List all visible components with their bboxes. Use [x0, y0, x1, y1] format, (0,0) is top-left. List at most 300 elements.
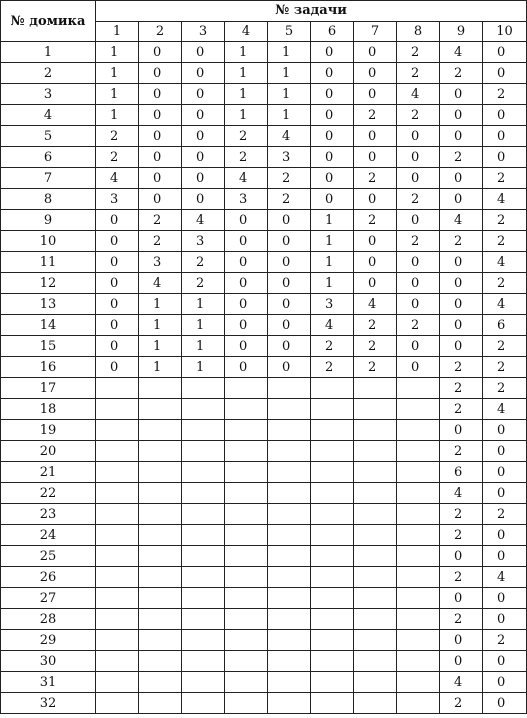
score-cell — [96, 672, 139, 693]
score-cell: 0 — [311, 126, 354, 147]
score-cell — [225, 399, 268, 420]
score-cell: 0 — [96, 231, 139, 252]
score-cell — [96, 462, 139, 483]
score-cell: 0 — [483, 462, 527, 483]
score-cell: 0 — [483, 546, 527, 567]
score-cell: 2 — [268, 168, 311, 189]
score-cell: 0 — [440, 588, 483, 609]
house-number-cell: 23 — [1, 504, 96, 525]
score-cell — [397, 483, 440, 504]
score-cell — [182, 504, 225, 525]
score-cell: 0 — [225, 357, 268, 378]
task-number-cell: 5 — [268, 21, 311, 42]
score-cell: 0 — [311, 168, 354, 189]
table-row — [1, 420, 527, 441]
score-cell — [397, 588, 440, 609]
score-cell — [268, 378, 311, 399]
score-cell: 4 — [268, 126, 311, 147]
score-cell — [268, 609, 311, 630]
score-cell: 3 — [96, 189, 139, 210]
score-cell: 0 — [96, 252, 139, 273]
score-cell — [139, 630, 182, 651]
score-cell — [311, 609, 354, 630]
score-cell: 0 — [483, 693, 527, 714]
score-cell: 1 — [182, 315, 225, 336]
score-cell: 0 — [440, 315, 483, 336]
score-cell: 0 — [397, 168, 440, 189]
task-number-cell: 6 — [311, 21, 354, 42]
score-cell — [225, 378, 268, 399]
score-cell: 2 — [354, 357, 397, 378]
table-row — [1, 336, 527, 357]
score-cell: 0 — [440, 168, 483, 189]
score-cell: 2 — [483, 273, 527, 294]
score-cell: 2 — [311, 357, 354, 378]
score-cell: 0 — [225, 210, 268, 231]
score-cell: 2 — [440, 378, 483, 399]
score-cell: 2 — [440, 693, 483, 714]
score-cell — [139, 399, 182, 420]
score-cell — [225, 504, 268, 525]
score-cell: 0 — [182, 147, 225, 168]
score-cell: 0 — [182, 168, 225, 189]
score-cell: 0 — [139, 168, 182, 189]
score-cell: 0 — [311, 42, 354, 63]
score-cell — [268, 546, 311, 567]
score-cell — [354, 525, 397, 546]
score-cell — [311, 693, 354, 714]
score-cell — [354, 630, 397, 651]
score-cell: 2 — [354, 168, 397, 189]
score-cell: 2 — [397, 105, 440, 126]
score-cell: 3 — [182, 231, 225, 252]
table-row — [1, 651, 527, 672]
score-cell — [96, 630, 139, 651]
score-cell — [268, 441, 311, 462]
score-cell — [182, 567, 225, 588]
house-number-cell: 1 — [1, 42, 96, 63]
task-number-cell: 7 — [354, 21, 397, 42]
score-cell: 0 — [225, 231, 268, 252]
score-cell: 0 — [483, 483, 527, 504]
score-cell — [139, 462, 182, 483]
score-cell: 0 — [311, 84, 354, 105]
score-cell — [225, 630, 268, 651]
score-cell: 0 — [268, 252, 311, 273]
score-cell — [96, 420, 139, 441]
score-cell — [96, 693, 139, 714]
score-cell: 0 — [397, 147, 440, 168]
score-cell: 0 — [483, 588, 527, 609]
score-cell: 0 — [182, 84, 225, 105]
score-cell: 2 — [139, 231, 182, 252]
score-cell: 4 — [483, 567, 527, 588]
score-cell — [182, 630, 225, 651]
score-cell — [354, 504, 397, 525]
house-number-cell: 29 — [1, 630, 96, 651]
score-cell — [397, 567, 440, 588]
task-number-cell: 4 — [225, 21, 268, 42]
score-cell: 2 — [440, 441, 483, 462]
score-cell: 2 — [397, 315, 440, 336]
score-cell: 1 — [139, 357, 182, 378]
score-cell: 2 — [483, 84, 527, 105]
score-cell: 0 — [139, 105, 182, 126]
score-cell: 1 — [96, 84, 139, 105]
score-cell — [397, 504, 440, 525]
score-cell: 0 — [440, 126, 483, 147]
score-cell — [96, 483, 139, 504]
score-cell — [96, 609, 139, 630]
score-cell: 0 — [354, 252, 397, 273]
score-cell — [139, 483, 182, 504]
score-cell: 0 — [225, 315, 268, 336]
header-row-top — [1, 1, 527, 22]
score-cell: 0 — [182, 63, 225, 84]
table-row — [1, 399, 527, 420]
score-cell — [311, 378, 354, 399]
score-cell: 2 — [354, 210, 397, 231]
score-cell: 0 — [354, 231, 397, 252]
score-cell: 0 — [483, 105, 527, 126]
score-cell: 0 — [440, 84, 483, 105]
table-row — [1, 105, 527, 126]
score-cell — [139, 693, 182, 714]
score-cell — [225, 546, 268, 567]
score-cell: 0 — [225, 252, 268, 273]
house-number-cell: 27 — [1, 588, 96, 609]
score-cell: 0 — [139, 84, 182, 105]
score-cell — [182, 672, 225, 693]
score-cell — [182, 420, 225, 441]
score-cell — [311, 504, 354, 525]
house-number-cell: 4 — [1, 105, 96, 126]
score-cell — [96, 588, 139, 609]
score-cell: 0 — [397, 294, 440, 315]
score-cell: 2 — [311, 336, 354, 357]
score-cell: 2 — [483, 357, 527, 378]
house-number-cell: 12 — [1, 273, 96, 294]
score-cell: 0 — [483, 147, 527, 168]
score-cell: 2 — [96, 126, 139, 147]
score-cell: 0 — [440, 336, 483, 357]
score-cell — [225, 567, 268, 588]
score-cell: 3 — [139, 252, 182, 273]
score-cell — [225, 651, 268, 672]
score-cell — [397, 693, 440, 714]
score-cell: 2 — [440, 567, 483, 588]
score-cell — [354, 609, 397, 630]
score-cell — [354, 441, 397, 462]
table-header — [1, 1, 527, 42]
table-row — [1, 315, 527, 336]
table-body — [1, 42, 527, 714]
score-cell: 2 — [268, 189, 311, 210]
house-number-cell: 22 — [1, 483, 96, 504]
score-cell — [225, 462, 268, 483]
score-cell — [397, 525, 440, 546]
score-cell: 4 — [311, 315, 354, 336]
score-cell — [96, 651, 139, 672]
score-cell — [268, 567, 311, 588]
score-cell: 0 — [311, 63, 354, 84]
table-row — [1, 588, 527, 609]
score-cell — [225, 483, 268, 504]
task-number-cell: 9 — [440, 21, 483, 42]
table-row — [1, 672, 527, 693]
score-cell — [182, 651, 225, 672]
score-cell: 0 — [440, 252, 483, 273]
score-cell: 2 — [182, 273, 225, 294]
score-cell — [225, 693, 268, 714]
score-cell: 0 — [397, 252, 440, 273]
score-cell: 0 — [182, 189, 225, 210]
score-cell — [225, 525, 268, 546]
task-number-cell: 2 — [139, 21, 182, 42]
score-cell: 2 — [440, 63, 483, 84]
score-cell: 4 — [483, 294, 527, 315]
score-cell — [311, 567, 354, 588]
score-cell: 2 — [483, 210, 527, 231]
house-number-cell: 26 — [1, 567, 96, 588]
score-cell: 1 — [139, 315, 182, 336]
house-number-cell: 16 — [1, 357, 96, 378]
score-cell — [311, 672, 354, 693]
score-cell: 0 — [440, 630, 483, 651]
score-cell: 1 — [311, 273, 354, 294]
score-cell — [139, 672, 182, 693]
score-cell — [96, 399, 139, 420]
score-cell: 2 — [182, 252, 225, 273]
house-number-cell: 13 — [1, 294, 96, 315]
score-cell — [182, 609, 225, 630]
score-cell — [354, 693, 397, 714]
table-row — [1, 84, 527, 105]
score-cell — [397, 420, 440, 441]
score-cell — [397, 672, 440, 693]
score-cell: 1 — [311, 231, 354, 252]
score-cell: 0 — [354, 189, 397, 210]
score-cell — [397, 462, 440, 483]
score-cell: 0 — [483, 42, 527, 63]
score-cell: 2 — [440, 357, 483, 378]
score-cell — [139, 441, 182, 462]
task-number-header: № задачи — [96, 1, 527, 22]
table-row — [1, 462, 527, 483]
score-cell: 1 — [182, 294, 225, 315]
score-cell: 0 — [483, 63, 527, 84]
score-cell: 0 — [483, 651, 527, 672]
score-cell: 0 — [397, 336, 440, 357]
score-cell: 0 — [397, 273, 440, 294]
score-cell — [139, 651, 182, 672]
house-number-cell: 3 — [1, 84, 96, 105]
score-cell: 2 — [397, 42, 440, 63]
score-cell: 4 — [483, 399, 527, 420]
score-cell: 0 — [397, 210, 440, 231]
score-cell — [311, 588, 354, 609]
score-cell: 1 — [182, 357, 225, 378]
score-cell — [268, 399, 311, 420]
score-cell — [182, 462, 225, 483]
score-cell — [354, 462, 397, 483]
score-cell — [311, 441, 354, 462]
score-cell — [268, 630, 311, 651]
score-cell — [268, 504, 311, 525]
score-cell: 4 — [440, 483, 483, 504]
score-cell: 4 — [354, 294, 397, 315]
score-cell: 2 — [225, 147, 268, 168]
house-number-cell: 30 — [1, 651, 96, 672]
score-cell: 1 — [268, 84, 311, 105]
score-cell: 2 — [139, 210, 182, 231]
score-cell: 4 — [397, 84, 440, 105]
table-row — [1, 693, 527, 714]
score-cell — [268, 483, 311, 504]
score-cell: 4 — [440, 42, 483, 63]
score-cell: 2 — [483, 378, 527, 399]
score-cell — [139, 378, 182, 399]
score-cell — [268, 462, 311, 483]
score-cell: 1 — [311, 252, 354, 273]
score-cell: 0 — [96, 294, 139, 315]
score-cell: 1 — [225, 84, 268, 105]
score-cell: 2 — [354, 105, 397, 126]
score-cell — [182, 588, 225, 609]
house-number-header: № домика — [1, 1, 96, 42]
score-cell — [354, 420, 397, 441]
score-cell: 0 — [483, 441, 527, 462]
score-cell — [268, 588, 311, 609]
score-cell: 2 — [397, 189, 440, 210]
score-cell — [354, 588, 397, 609]
score-cell — [397, 630, 440, 651]
score-cell: 2 — [397, 63, 440, 84]
score-cell: 2 — [483, 630, 527, 651]
score-cell: 3 — [268, 147, 311, 168]
score-cell: 0 — [96, 336, 139, 357]
score-cell: 2 — [483, 504, 527, 525]
score-cell — [311, 651, 354, 672]
score-cell: 1 — [268, 63, 311, 84]
score-cell — [182, 546, 225, 567]
score-cell — [225, 672, 268, 693]
score-cell: 0 — [354, 63, 397, 84]
score-cell: 2 — [440, 399, 483, 420]
score-cell: 4 — [483, 189, 527, 210]
house-number-cell: 8 — [1, 189, 96, 210]
score-cell: 1 — [311, 210, 354, 231]
score-cell: 0 — [311, 105, 354, 126]
house-number-cell: 25 — [1, 546, 96, 567]
score-cell: 0 — [268, 294, 311, 315]
score-cell: 0 — [139, 126, 182, 147]
table-row — [1, 378, 527, 399]
house-number-cell: 14 — [1, 315, 96, 336]
score-cell — [139, 609, 182, 630]
house-number-cell: 6 — [1, 147, 96, 168]
score-cell — [96, 504, 139, 525]
score-cell — [225, 609, 268, 630]
score-cell: 0 — [354, 126, 397, 147]
table-row — [1, 609, 527, 630]
table-row — [1, 147, 527, 168]
score-cell: 4 — [440, 672, 483, 693]
score-cell — [311, 630, 354, 651]
score-cell: 0 — [268, 336, 311, 357]
score-cell — [182, 399, 225, 420]
score-cell: 0 — [225, 294, 268, 315]
score-cell: 3 — [311, 294, 354, 315]
score-cell — [311, 420, 354, 441]
score-cell: 0 — [96, 357, 139, 378]
score-cell — [96, 546, 139, 567]
score-cell — [311, 399, 354, 420]
score-cell: 0 — [354, 84, 397, 105]
score-cell: 0 — [225, 336, 268, 357]
score-cell — [397, 609, 440, 630]
score-cell: 2 — [483, 168, 527, 189]
house-number-cell: 24 — [1, 525, 96, 546]
table-row — [1, 273, 527, 294]
score-cell — [354, 546, 397, 567]
score-cell: 6 — [440, 462, 483, 483]
house-number-cell: 10 — [1, 231, 96, 252]
table-row — [1, 630, 527, 651]
score-cell: 0 — [483, 420, 527, 441]
score-cell — [397, 378, 440, 399]
table-row — [1, 189, 527, 210]
score-cell — [182, 378, 225, 399]
score-cell: 0 — [397, 357, 440, 378]
score-cell: 0 — [268, 315, 311, 336]
score-cell: 0 — [182, 42, 225, 63]
score-cell: 0 — [354, 273, 397, 294]
score-cell: 0 — [139, 42, 182, 63]
score-cell: 1 — [268, 105, 311, 126]
score-cell — [225, 420, 268, 441]
score-cell: 2 — [440, 609, 483, 630]
score-cell: 0 — [268, 231, 311, 252]
table-row — [1, 210, 527, 231]
score-cell — [182, 483, 225, 504]
score-cell: 0 — [139, 147, 182, 168]
score-cell: 0 — [354, 42, 397, 63]
score-cell: 0 — [268, 210, 311, 231]
score-cell: 0 — [440, 273, 483, 294]
score-cell — [182, 525, 225, 546]
score-cell: 0 — [354, 147, 397, 168]
score-cell: 2 — [440, 525, 483, 546]
score-cell: 0 — [440, 294, 483, 315]
score-cell: 0 — [440, 546, 483, 567]
score-cell: 0 — [139, 189, 182, 210]
score-cell: 1 — [268, 42, 311, 63]
score-cell: 1 — [225, 105, 268, 126]
table-row — [1, 42, 527, 63]
house-number-cell: 21 — [1, 462, 96, 483]
score-cell — [139, 420, 182, 441]
score-cell: 1 — [225, 63, 268, 84]
score-cell — [354, 672, 397, 693]
score-cell: 0 — [225, 273, 268, 294]
score-cell: 1 — [182, 336, 225, 357]
house-number-cell: 17 — [1, 378, 96, 399]
table-row — [1, 63, 527, 84]
task-number-cell: 10 — [483, 21, 527, 42]
score-cell — [354, 483, 397, 504]
table-row — [1, 483, 527, 504]
